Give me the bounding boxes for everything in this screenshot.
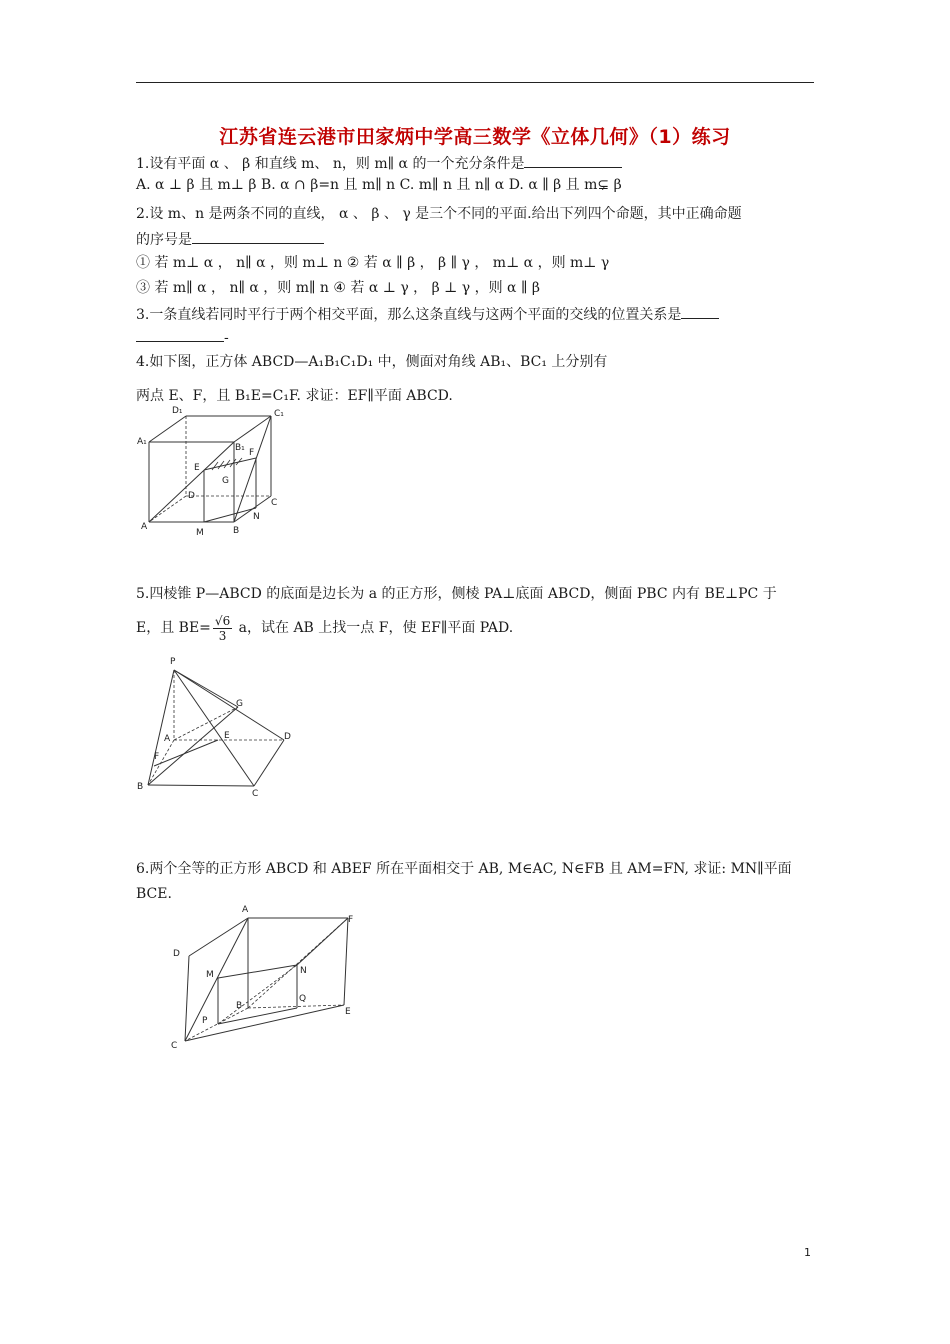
q3-answer-blank-1 xyxy=(681,304,719,319)
q4-label-a: A xyxy=(141,522,148,532)
q6-label-m: M xyxy=(206,970,214,980)
q2-stem2-line xyxy=(136,229,324,249)
q4-label-f: F xyxy=(249,448,255,458)
q6-label-q: Q xyxy=(299,994,307,1004)
q5-label-b: B xyxy=(137,782,144,792)
q4-line1: 4.如下图，正方体 ABCD—A₁B₁C₁D₁ 中，侧面对角线 AB₁、BC₁ 上分别有 xyxy=(136,354,608,370)
q5-line2b: a，试在 AB 上找一点 F，使 EF∥平面 PAD. xyxy=(234,620,514,636)
q5-frac-den: 3 xyxy=(218,628,227,643)
q5-label-f: F xyxy=(154,752,160,762)
q5-frac-num: √6 xyxy=(214,613,231,628)
q5-line2 xyxy=(136,610,513,646)
q6-squares-figure xyxy=(166,900,366,1055)
q5-line2a: E，且 BE= xyxy=(136,620,211,636)
page-title: 江苏省连云港市田家炳中学高三数学《立体几何》（1）练习 xyxy=(219,126,731,148)
q5-label-p: P xyxy=(170,657,176,667)
q4-label-e: E xyxy=(194,463,200,473)
q6-label-d: D xyxy=(173,949,180,959)
q6-label-e: E xyxy=(345,1007,351,1017)
q4-label-b1: B₁ xyxy=(235,443,245,453)
q5-pyramid-figure xyxy=(136,654,296,799)
q4-line2: 两点 E、F，且 B₁E=C₁F. 求证：EF∥平面 ABCD. xyxy=(136,388,453,404)
page-number: 1 xyxy=(804,1246,811,1259)
q4-label-n: N xyxy=(253,512,260,522)
q5-label-e: E xyxy=(224,731,230,741)
q5-label-c: C xyxy=(252,789,259,799)
q6-line2: BCE. xyxy=(136,886,172,902)
q6-label-c: C xyxy=(171,1041,178,1051)
q4-label-a1: A₁ xyxy=(137,437,147,447)
q6-label-b: B xyxy=(236,1001,243,1011)
q4-label-m: M xyxy=(196,528,204,538)
q5-line1: 5.四棱锥 P—ABCD 的底面是边长为 a 的正方形，侧棱 PA⊥底面 ABCD，侧面 PBC 内有 BE⊥PC 于 xyxy=(136,586,777,602)
q2-prop1: ① 若 m⊥ α ， n∥ α ，则 m⊥ n ② 若 α ∥ β ， β ∥ γ ， m⊥ α ，则 m⊥ γ xyxy=(136,255,610,271)
q3-stem-line xyxy=(136,304,719,324)
q1-stem-line xyxy=(136,153,622,173)
q6-label-n: N xyxy=(300,966,307,976)
q5-fraction xyxy=(213,614,232,643)
q2-prop2: ③ 若 m∥ α ， n∥ α ，则 m∥ n ④ 若 α ⊥ γ ， β ⊥ γ ，则 α ∥ β xyxy=(136,280,540,296)
header-rule xyxy=(136,82,814,83)
q4-label-c: C xyxy=(271,498,278,508)
q4-label-b: B xyxy=(233,526,240,536)
q1-options: A. α ⊥ β 且 m⊥ β B. α ∩ β=n 且 m∥ n C. m∥ n 且 n∥ α D. α ∥ β 且 m⊊ β xyxy=(136,177,622,193)
q4-cube-figure xyxy=(136,402,296,542)
q3-tail: - xyxy=(224,330,229,346)
q4-label-g: G xyxy=(222,476,229,486)
q2-stem: 2.设 m、n 是两条不同的直线， α 、 β 、 γ 是三个不同的平面.给出下列四个命题，其中正确命题 xyxy=(136,206,742,222)
q6-line1: 6.两个全等的正方形 ABCD 和 ABEF 所在平面相交于 AB, M∈AC, N∈FB 且 AM=FN, 求证: MN∥平面 xyxy=(136,861,792,877)
q4-label-c1: C₁ xyxy=(274,409,284,419)
q1-answer-blank xyxy=(524,153,622,168)
q5-label-d: D xyxy=(284,732,291,742)
q3-tail-line xyxy=(136,327,229,347)
q2-answer-blank xyxy=(192,229,324,244)
q6-label-a: A xyxy=(242,905,249,915)
q1-stem: 1.设有平面 α 、 β 和直线 m、 n，则 m∥ α 的一个充分条件是 xyxy=(136,156,525,172)
q3-answer-blank-2 xyxy=(136,327,224,342)
q4-label-d: D xyxy=(188,491,195,501)
q4-label-d1: D₁ xyxy=(172,406,183,416)
q5-label-g: G xyxy=(236,699,243,709)
q2-stem2: 的序号是 xyxy=(136,232,192,248)
q6-label-p: P xyxy=(202,1016,208,1026)
q6-label-f: F xyxy=(348,915,354,925)
q5-label-a: A xyxy=(164,734,171,744)
q3-stem: 3.一条直线若同时平行于两个相交平面，那么这条直线与这两个平面的交线的位置关系是 xyxy=(136,307,682,323)
